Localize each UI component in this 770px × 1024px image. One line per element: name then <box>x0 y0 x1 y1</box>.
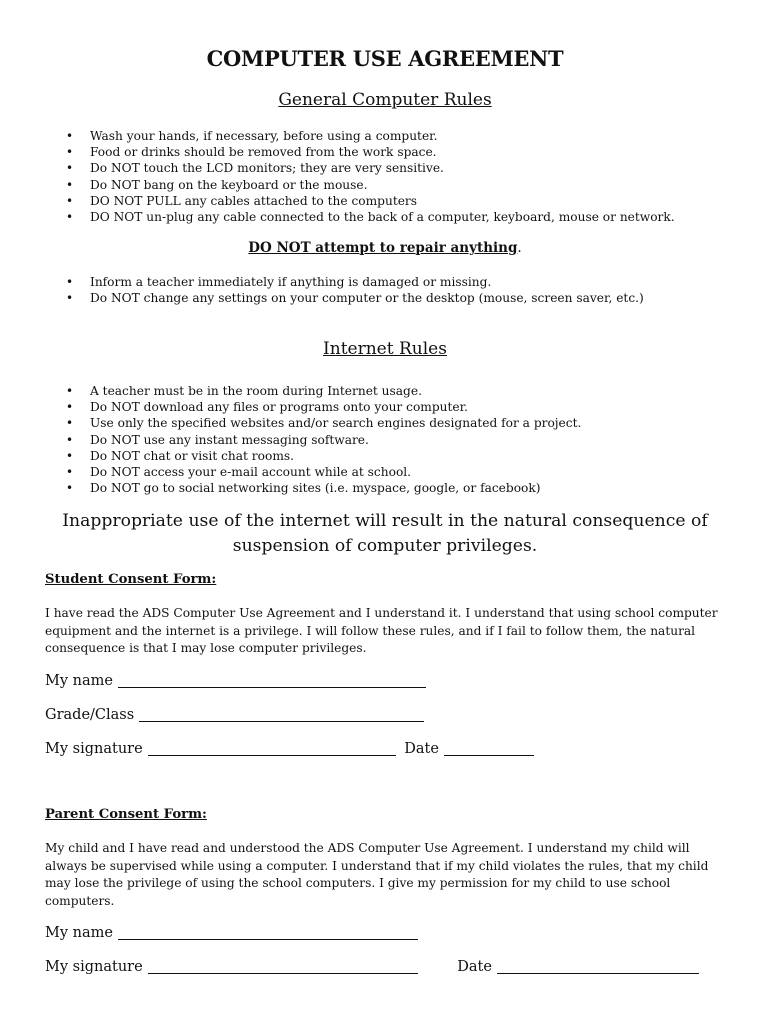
repair-warning-text: DO NOT attempt to repair anything <box>248 240 518 256</box>
list-item: • Do NOT change any settings on your computer or the desktop (mouse, screen saver, etc.) <box>66 290 644 306</box>
student-consent-heading: Student Consent Form: <box>45 572 217 587</box>
student-name-label: My name <box>45 673 113 689</box>
internet-consequence: Inappropriate use of the internet will result in the natural consequence of suspension of computer privileges. <box>62 511 708 556</box>
general-rules-list <box>66 128 675 225</box>
list-item: • Do NOT go to social networking sites (i.e. myspace, google, or facebook) <box>66 480 581 496</box>
student-signature-label: My signature <box>45 741 143 757</box>
list-item: • DO NOT un-plug any cable connected to the back of a computer, keyboard, mouse or network. <box>66 209 675 225</box>
list-item: • Use only the specified websites and/or search engines designated for a project. <box>66 415 581 431</box>
parent-name-field[interactable] <box>118 923 418 940</box>
parent-consent-heading: Parent Consent Form: <box>45 807 207 822</box>
list-item: • Do NOT access your e-mail account while at school. <box>66 464 581 480</box>
parent-name-row <box>45 922 418 944</box>
list-item: • DO NOT PULL any cables attached to the computers <box>66 193 675 209</box>
student-grade-field[interactable] <box>139 705 424 722</box>
student-grade-row <box>45 704 424 726</box>
list-item: • Do NOT chat or visit chat rooms. <box>66 448 581 464</box>
list-item: • Do NOT bang on the keyboard or the mouse. <box>66 177 675 193</box>
list-item: • Do NOT touch the LCD monitors; they are very sensitive. <box>66 160 675 176</box>
student-consent-text: I have read the ADS Computer Use Agreement and I understand it. I understand that using school computer equipment and the internet is a privilege. I will follow these rules, and if I fail to follow them, the natural consequence is that I may lose computer privileges. <box>45 606 718 655</box>
student-signature-row <box>45 738 534 760</box>
student-date-field[interactable] <box>444 739 534 756</box>
parent-signature-label: My signature <box>45 959 143 975</box>
student-grade-label: Grade/Class <box>45 707 135 723</box>
document-title: COMPUTER USE AGREEMENT <box>206 46 564 71</box>
repair-warning-period: . <box>517 240 522 256</box>
internet-rules-heading: Internet Rules <box>323 339 447 359</box>
list-item: • Do NOT download any files or programs onto your computer. <box>66 399 581 415</box>
student-name-row <box>45 670 426 692</box>
student-date-label: Date <box>404 741 439 757</box>
parent-consent-text: My child and I have read and understood the ADS Computer Use Agreement. I understand my child will always be supervised while using a computer. I understand that if my child violates the rules, that my child may lose the privilege of using the school computers. I give my permission for my child to use school computers. <box>45 841 709 908</box>
general-more-rules-list <box>66 274 644 306</box>
list-item: • Inform a teacher immediately if anything is damaged or missing. <box>66 274 644 290</box>
list-item: • A teacher must be in the room during Internet usage. <box>66 383 581 399</box>
parent-name-label: My name <box>45 925 113 941</box>
parent-date-label: Date <box>457 959 492 975</box>
student-name-field[interactable] <box>118 671 426 688</box>
list-item: • Wash your hands, if necessary, before using a computer. <box>66 128 675 144</box>
internet-rules-list <box>66 383 581 496</box>
parent-date-field[interactable] <box>497 957 699 974</box>
parent-signature-row <box>45 956 699 978</box>
list-item: • Food or drinks should be removed from the work space. <box>66 144 675 160</box>
general-rules-heading: General Computer Rules <box>278 90 492 110</box>
repair-warning <box>0 240 770 256</box>
parent-signature-field[interactable] <box>148 957 418 974</box>
list-item: • Do NOT use any instant messaging software. <box>66 432 581 448</box>
student-signature-field[interactable] <box>148 739 396 756</box>
